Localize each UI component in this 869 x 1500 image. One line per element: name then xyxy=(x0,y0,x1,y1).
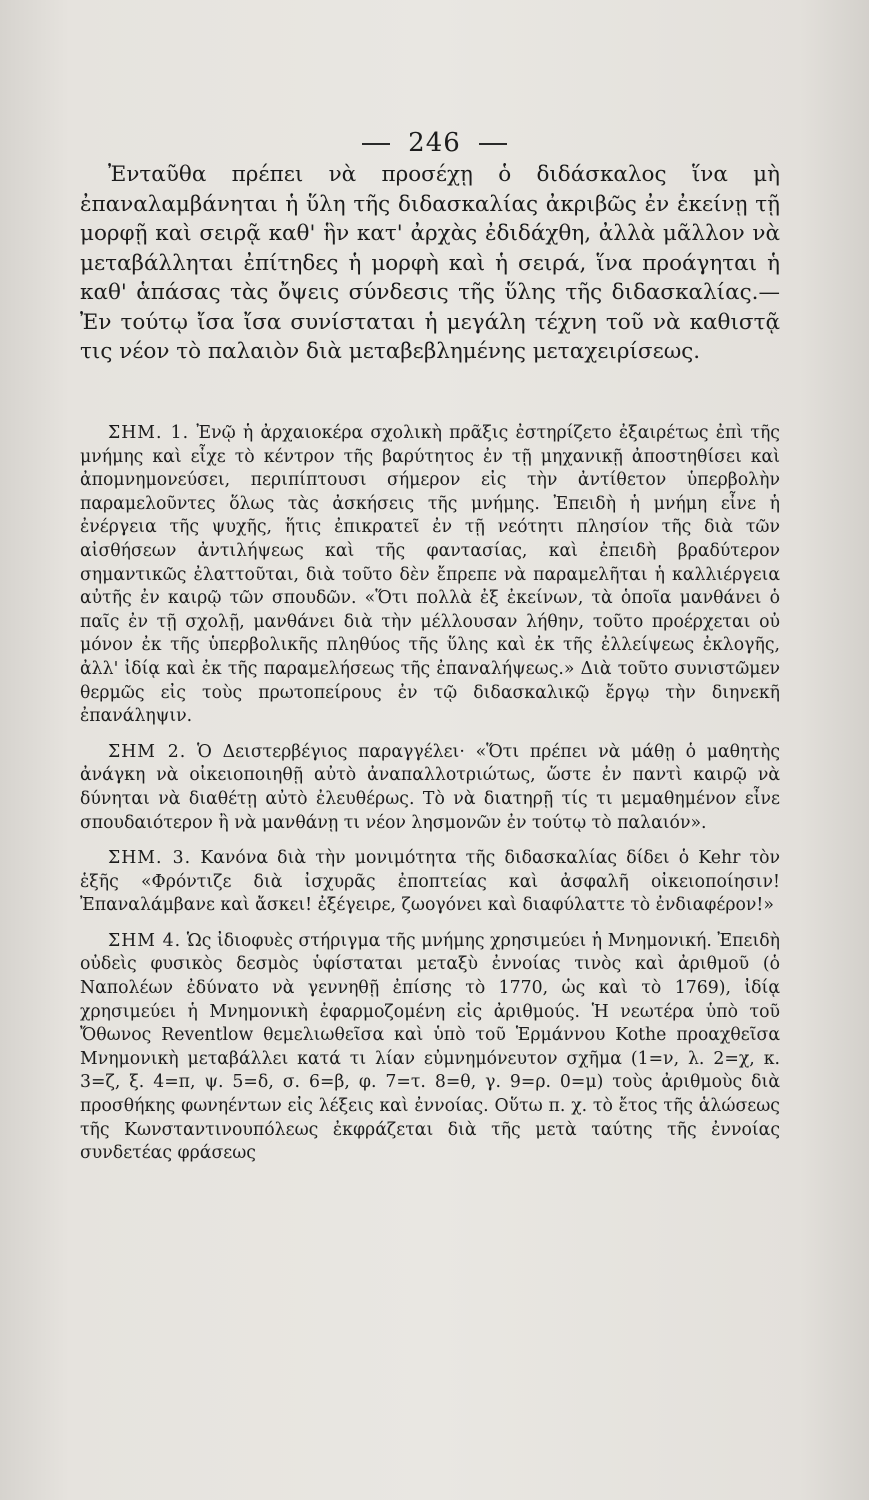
note-2 xyxy=(80,741,780,835)
right-dash xyxy=(479,143,507,145)
footnotes-block xyxy=(80,422,780,1178)
main-paragraph: Ἐνταῦθα πρέπει νὰ προσέχῃ ὁ διδάσκαλος ἵνα μὴ ἐπαναλαμβάνηται ἡ ὕλη τῆς διδασκαλίας ἀκριβῶς ἐν ἐκείνῃ τῇ μορφῇ καὶ σειρᾷ καθ' ἣν κατ' ἀρχὰς ἐδιδάχθη, ἀλλὰ μᾶλλον νὰ μεταβάλληται ἐπίτηδες ἡ μορφὴ καὶ ἡ σειρά, ἵνα προάγηται ἡ καθ' ἁπάσας τὰς ὄψεις σύνδεσις τῆς ὕλης τῆς διδασκαλίας.— Ἐν τούτῳ ἴσα ἴσα συνίσταται ἡ μεγάλη τέχνη τοῦ νὰ καθιστᾷ τις νέον τὸ παλαιὸν διὰ μεταβεβλημένης μεταχειρίσεως. xyxy=(80,162,780,364)
note-4 xyxy=(80,930,780,1166)
note-1-text: Ἐνῷ ἡ ἀρχαιοκέρα σχολικὴ πρᾶξις ἐστηρίζετο ἐξαιρέτως ἐπὶ τῆς μνήμης καὶ εἶχε τὸ κέντρον τῆς βαρύτητος ἐν τῇ μηχανικῇ ἀποστηθίσει καὶ ἀπομνημονεύσει, περιπίπτουσι σήμερον εἰς τὴν ἀντίθετον ὑπερβολὴν παραμελοῦντες ὅλως τὰς ἀσκήσεις τῆς μνήμης. Ἐπειδὴ ἡ μνήμη εἶνε ἡ ἐνέργεια τῆς ψυχῆς, ἥτις ἐπικρατεῖ ἐν τῇ νεότητι πλησίον τῆς διὰ τῶν αἰσθήσεων ἀντιλήψεως καὶ τῆς φαντασίας, καὶ ἐπειδὴ βραδύτερον σημαντικῶς ἐλαττοῦται, διὰ τοῦτο δὲν ἔπρεπε νὰ παραμελῆται ἡ καλλιέργεια αὐτῆς ἐν καιρῷ τῶν σπουδῶν. «Ὅτι πολλὰ ἐξ ἐκείνων, τὰ ὁποῖα μανθάνει ὁ παῖς ἐν τῇ σχολῇ, μανθάνει διὰ τὴν μέλλουσαν λήθην, τοῦτο προέρχεται οὐ μόνον ἐκ τῆς ὑπερβολικῆς πληθύος τῆς ὕλης καὶ ἐκ τῆς ἐλλείψεως ἐκλογῆς, ἀλλ' ἰδίᾳ καὶ ἐκ τῆς παραμελήσεως τῆς ἐπαναλήψεως.» Διὰ τοῦτο συνιστῶμεν θερμῶς εἰς τοὺς πρωτοπείρους ἐν τῷ διδασκαλικῷ ἔργῳ τὴν διηνεκῆ ἐπανάληψιν. xyxy=(80,423,780,727)
page-number: 246 xyxy=(408,128,461,158)
main-paragraph-block xyxy=(80,160,780,367)
note-3-text: Κανόνα διὰ τὴν μονιμότητα τῆς διδασκαλίας δίδει ὁ Kehr τὸν ἑξῆς «Φρόντιζε διὰ ἰσχυρᾶς ἐποπτείας καὶ ἀσφαλῆ οἰκειοποίησιν! Ἐπαναλάμβανε καὶ ἄσκει! ἐξέγειρε, ζωογόνει καὶ διαφύλαττε τὸ ἐνδιαφέρον!» xyxy=(80,848,781,916)
note-3-label: ΣΗΜ. 3. xyxy=(108,848,192,869)
page-number-line xyxy=(0,128,869,158)
note-2-label: ΣΗΜ 2. xyxy=(108,741,187,762)
note-3 xyxy=(80,847,780,918)
note-1-label: ΣΗΜ. 1. xyxy=(108,423,190,443)
left-dash xyxy=(362,143,390,145)
note-1 xyxy=(80,422,780,729)
note-2-text: Ὁ Δειστερβέγιος παραγγέλει· «Ὅτι πρέπει νὰ μάθῃ ὁ μαθητὴς ἀνάγκη νὰ οἰκειοποιηθῇ αὐτὸ ἀναπαλλοτριώτως, ὥστε ἐν παντὶ καιρῷ νὰ δύνηται νὰ διαθέτῃ αὐτὸ ἐλευθέρως. Τὸ νὰ διατηρῇ τίς τι μεμαθημένον εἶνε σπουδαιότερον ἢ νὰ μανθάνῃ τι νέον λησμονῶν ἐν τούτῳ τὸ παλαιόν». xyxy=(80,741,780,833)
note-4-text: Ὡς ἰδιοφυὲς στήριγμα τῆς μνήμης χρησιμεύει ἡ Μνημονική. Ἐπειδὴ οὐδεὶς φυσικὸς δεσμὸς ὑφίσταται μεταξὺ ἐννοίας τινὸς καὶ ἀριθμοῦ (ὁ Ναπολέων ἐδύνατο νὰ γεννηθῇ ἐπίσης τὸ 1770, ὡς καὶ τὸ 1769), ἰδίᾳ χρησιμεύει ἡ Μνημονικὴ ἐφαρμοζομένη εἰς ἀριθμούς. Ἡ νεωτέρα ὑπὸ τοῦ Ὄθωνος Reventlow θεμελιωθεῖσα καὶ ὑπὸ τοῦ Ἑρμάννου Kothe προαχθεῖσα Μνημονικὴ μεταβάλλει κατά τι λίαν εὐμνημόνευτον σχῆμα (1=ν, λ. 2=χ, κ. 3=ζ, ξ. 4=π, ψ. 5=δ, σ. 6=β, φ. 7=τ. 8=θ, γ. 9=ρ. 0=μ) τοὺς ἀριθμοὺς διὰ προσθήκης φωνηέντων εἰς λέξεις καὶ ἐννοίας. Οὕτω π. χ. τὸ ἔτος τῆς ἁλώσεως τῆς Κωνσταντινουπόλεως ἐκφράζεται διὰ τῆς μετὰ ταύτης τῆς ἐννοίας συνδετέας φράσεως xyxy=(80,930,780,1164)
note-4-label: ΣΗΜ 4. xyxy=(108,930,182,951)
